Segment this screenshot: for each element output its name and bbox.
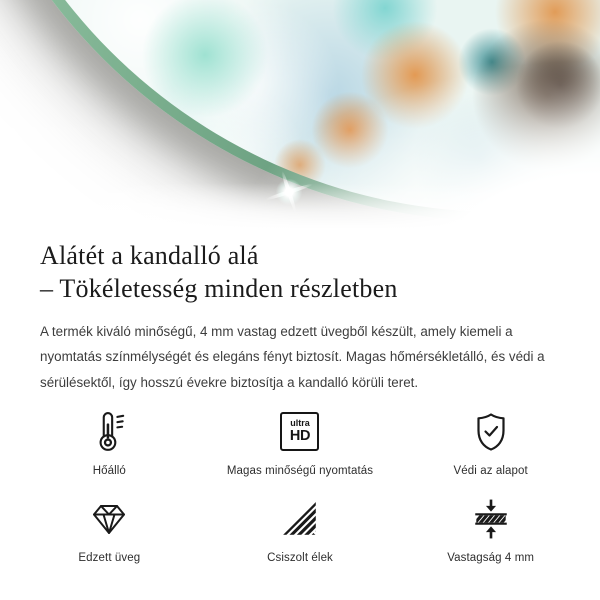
page-title [40,239,560,306]
feature-shield-check [395,410,586,477]
feature-label: Edzett üveg [78,551,141,564]
thermometer-icon [91,411,127,453]
product-description: A termék kiváló minőségű, 4 mm vastag edzett üvegből készült, amely kiemeli a nyomtatás színmélységét és elegáns fényt biztosít. Magas hőmérsékletálló, és védi a sérülésektől, így hosszú évekre biztosítja a kandalló körüli teret. [40,323,545,390]
feature-ultra-hd [205,410,396,477]
feature-label: Csiszolt élek [267,551,333,564]
feature-label: Hőálló [92,464,126,477]
page-title-line1: Alátét a kandalló alá [40,241,259,270]
feature-polished-edge [205,497,396,564]
page-title-line2: – Tökéletesség minden részletben [40,274,398,304]
shield-check-icon [473,412,509,452]
feature-label: Védi az alapot [453,464,528,477]
feature-label: Magas minőségű nyomtatás [226,464,374,477]
thickness-icon [472,498,510,540]
feature-thickness [395,497,586,564]
polished-edge-icon [282,501,318,537]
ultra-hd-icon: ultra HD [280,412,319,451]
features-grid [0,410,600,564]
diamond-icon [90,502,128,536]
feature-diamond [14,497,205,564]
feature-label: Vastagság 4 mm [447,551,535,564]
feature-thermometer [14,410,205,477]
product-image-glass-mat [0,0,600,232]
product-text-section [0,239,600,396]
